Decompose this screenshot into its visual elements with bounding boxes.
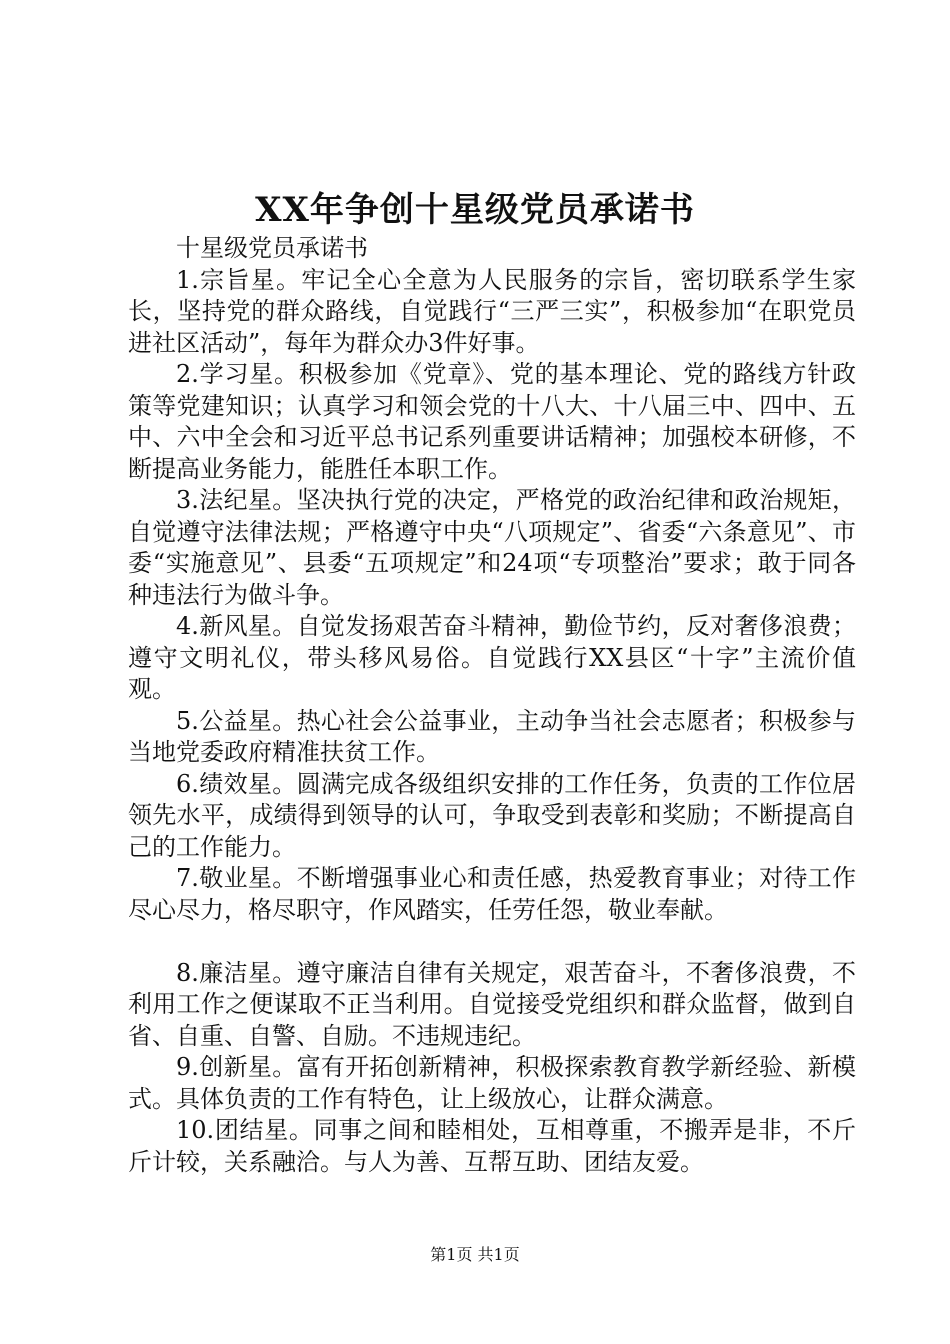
- paragraph-9: 9.创新星。富有开拓创新精神，积极探索教育教学新经验、新模式。具体负责的工作有特色，让上级放心，让群众满意。: [128, 1053, 856, 1113]
- paragraph-8: 8.廉洁星。遵守廉洁自律有关规定，艰苦奋斗，不奢侈浪费，不利用工作之便谋取不正当利用。自觉接受党组织和群众监督，做到自省、自重、自警、自励。不违规违纪。: [128, 958, 856, 1050]
- document-body: [128, 233, 856, 1178]
- paragraph-1: 1.宗旨星。牢记全心全意为人民服务的宗旨，密切联系学生家长，坚持党的群众路线，自觉践行“三严三实”，积极参加“在职党员进社区活动”，每年为群众办3件好事。: [128, 265, 856, 357]
- paragraph-3: 3.法纪星。坚决执行党的决定，严格党的政治纪律和政治规矩，自觉遵守法律法规；严格遵守中央“八项规定”、省委“六条意见”、市委“实施意见”、县委“五项规定”和24项“专项整治”要求；敢于同各种违法行为做斗争。: [128, 486, 856, 609]
- paragraph-10: 10.团结星。同事之间和睦相处，互相尊重，不搬弄是非，不斤斤计较，关系融洽。与人为善、互帮互助、团结友爱。: [128, 1116, 856, 1176]
- document-subtitle: 十星级党员承诺书: [176, 234, 368, 262]
- paragraph-7: 7.敬业星。不断增强事业心和责任感，热爱教育事业；对待工作尽心尽力，格尽职守，作风踏实，任劳任怨，敬业奉献。: [128, 864, 856, 924]
- paragraph-2: 2.学习星。积极参加《党章》、党的基本理论、党的路线方针政策等党建知识；认真学习和领会党的十八大、十八届三中、四中、五中、六中全会和习近平总书记系列重要讲话精神；加强校本研修，不断提高业务能力，能胜任本职工作。: [128, 360, 856, 483]
- page-number: 第1页 共1页: [430, 1245, 520, 1264]
- document-title: XX年争创十星级党员承诺书: [255, 190, 695, 230]
- paragraph-6: 6.绩效星。圆满完成各级组织安排的工作任务，负责的工作位居领先水平，成绩得到领导的认可，争取受到表彰和奖励；不断提高自己的工作能力。: [128, 769, 856, 861]
- paragraph-5: 5.公益星。热心社会公益事业，主动争当社会志愿者；积极参与当地党委政府精准扶贫工作。: [128, 706, 856, 766]
- paragraph-4: 4.新风星。自觉发扬艰苦奋斗精神，勤俭节约，反对奢侈浪费；遵守文明礼仪，带头移风易俗。自觉践行XX县区“十字”主流价值观。: [128, 612, 856, 703]
